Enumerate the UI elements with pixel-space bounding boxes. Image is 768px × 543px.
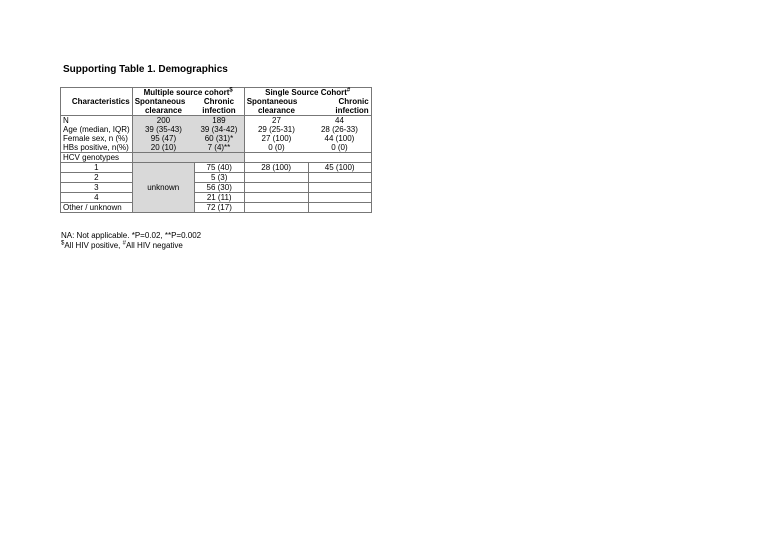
table-row xyxy=(61,183,372,193)
cell-empty xyxy=(308,203,371,213)
table-row xyxy=(61,173,372,183)
table-title: Supporting Table 1. Demographics xyxy=(63,64,228,75)
table-row xyxy=(61,134,372,143)
cell-value: 29 (25-31) xyxy=(257,125,295,134)
table-footnotes xyxy=(61,231,201,251)
row-label: HCV genotypes xyxy=(61,153,133,163)
table-header-row xyxy=(61,88,372,98)
cell-empty xyxy=(244,173,308,183)
cell-empty xyxy=(244,193,308,203)
cell-empty xyxy=(244,203,308,213)
cell-value: 0 (0) xyxy=(308,143,371,153)
header-infection: infection xyxy=(194,106,244,116)
cell-value: 28 (100) xyxy=(244,163,308,173)
row-label: N xyxy=(61,116,133,126)
header-multiple-source-cohort xyxy=(132,88,244,98)
cell-value: 45 (100) xyxy=(308,163,371,173)
cell-empty xyxy=(194,153,244,163)
cell-value: 39 (34-42) xyxy=(194,125,244,134)
footnote-line xyxy=(61,241,201,251)
cell-value: 44 (100) xyxy=(308,134,371,143)
row-label: 4 xyxy=(61,193,133,203)
header-spontaneous: Spontaneous xyxy=(134,97,186,106)
cell-value: 200 xyxy=(132,116,194,126)
header-cell-characteristics xyxy=(61,88,133,98)
cell-value: 75 (40) xyxy=(194,163,244,173)
table-header-row xyxy=(61,97,372,106)
cell-value: 44 xyxy=(308,116,371,126)
table-header-row xyxy=(61,106,372,116)
table-row xyxy=(61,125,372,134)
cell-value: 27 xyxy=(272,116,281,125)
cell-value: 27 (100) xyxy=(261,134,292,143)
table-row xyxy=(61,153,372,163)
row-label: Age (median, IQR) xyxy=(61,125,133,134)
cell-empty xyxy=(308,173,371,183)
header-single-source-cohort xyxy=(244,88,371,98)
table-row xyxy=(61,163,372,173)
cell-empty xyxy=(244,153,308,163)
cell-unknown: unknown xyxy=(132,163,194,213)
cell-value: 95 (47) xyxy=(132,134,194,143)
table-row xyxy=(61,193,372,203)
row-label: Other / unknown xyxy=(61,203,133,213)
header-spontaneous: Spontaneous xyxy=(246,97,298,106)
cell-value: 20 (10) xyxy=(132,143,194,153)
cell-value: 21 (11) xyxy=(194,193,244,203)
row-label: Female sex, n (%) xyxy=(61,134,133,143)
header-characteristics: Characteristics xyxy=(61,97,133,106)
table-row xyxy=(61,116,372,126)
row-label: 2 xyxy=(61,173,133,183)
header-chronic: Chronic xyxy=(194,97,244,106)
table-row xyxy=(61,143,372,153)
row-label: 1 xyxy=(61,163,133,173)
footnote-mark: $ xyxy=(61,240,65,247)
cell-value: 189 xyxy=(194,116,244,126)
header-single-mark: # xyxy=(346,87,351,94)
cell-empty xyxy=(308,153,371,163)
footnote-line: NA: Not applicable. *P=0.02, **P=0.002 xyxy=(61,231,202,240)
header-infection: infection xyxy=(308,106,371,116)
cell-value: 28 (26-33) xyxy=(308,125,371,134)
footnote-text: All HIV negative xyxy=(125,241,183,250)
header-multiple-mark: $ xyxy=(229,87,233,94)
cell-empty xyxy=(132,153,194,163)
row-label: 3 xyxy=(61,183,133,193)
footnote-mark: # xyxy=(122,240,126,247)
header-clearance: clearance xyxy=(244,106,308,116)
header-multiple-label: Multiple source cohort xyxy=(143,88,230,97)
demographics-table xyxy=(60,87,372,213)
header-cell-empty xyxy=(61,106,133,116)
cell-value: 56 (30) xyxy=(194,183,244,193)
table-row xyxy=(61,203,372,213)
cell-empty xyxy=(244,183,308,193)
cell-empty xyxy=(308,193,371,203)
cell-value: 0 (0) xyxy=(244,143,308,153)
cell-value: 5 (3) xyxy=(194,173,244,183)
cell-value: 72 (17) xyxy=(194,203,244,213)
header-chronic: Chronic xyxy=(308,97,371,106)
footnote-text: All HIV positive, xyxy=(64,241,123,250)
cell-value: 39 (35-43) xyxy=(132,125,194,134)
cell-value: 60 (31)* xyxy=(194,134,244,143)
row-label: HBs positive, n(%) xyxy=(61,143,133,153)
header-clearance: clearance xyxy=(132,106,194,116)
cell-empty xyxy=(308,183,371,193)
header-single-label: Single Source Cohort xyxy=(265,88,347,97)
cell-value: 7 (4)** xyxy=(194,143,244,153)
